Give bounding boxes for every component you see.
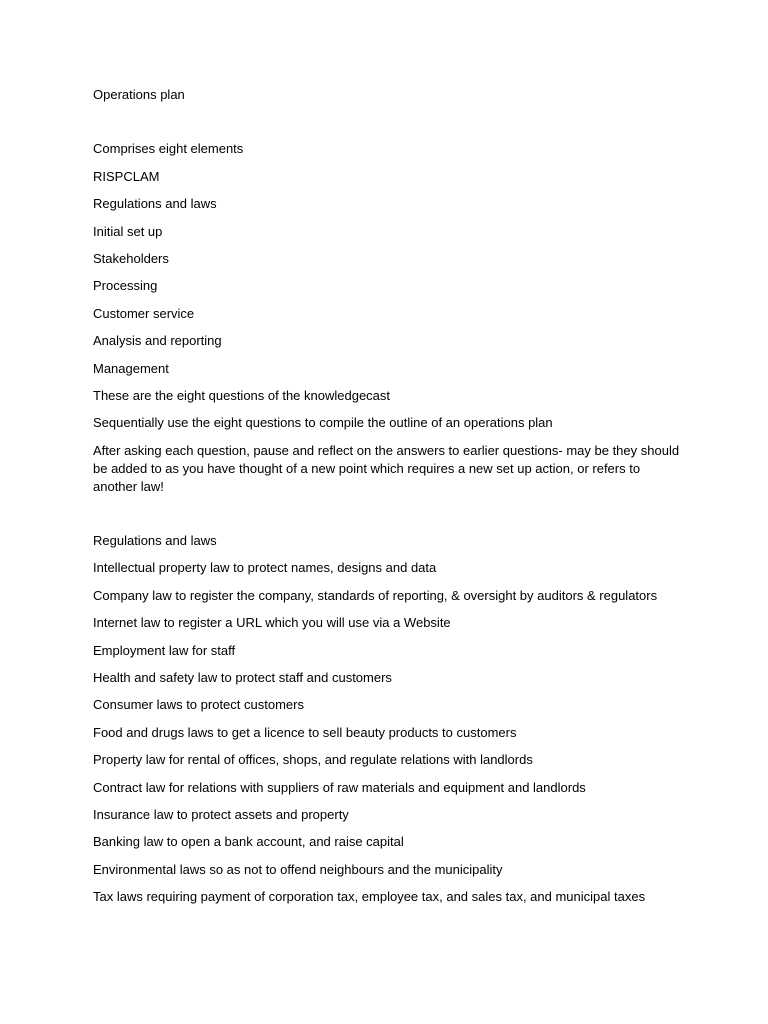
element-item: Regulations and laws — [93, 196, 217, 212]
element-item: Customer service — [93, 305, 195, 321]
law-item: Property law for rental of offices, shops, and regulate relations with landlords — [93, 752, 533, 768]
reflection-paragraph: After asking each question, pause and reflect on the answers to earlier questions- may be they should be added to as you have thought of a new point which requires a new set up action, or refers to another law! — [93, 442, 680, 494]
law-item: Consumer laws to protect customers — [93, 697, 304, 713]
spacer — [93, 505, 683, 532]
law-item: Banking law to open a bank account, and raise capital — [93, 834, 404, 850]
law-item: Company law to register the company, standards of reporting, & oversight by auditors & regulators — [93, 587, 658, 603]
intro-line: These are the eight questions of the knowledgecast — [93, 387, 391, 403]
element-item: Stakeholders — [93, 250, 169, 266]
law-item: Internet law to register a URL which you will use via a Website — [93, 615, 451, 631]
law-item: Tax laws requiring payment of corporation tax, employee tax, and sales tax, and municipal taxes — [93, 889, 646, 905]
spacer — [93, 113, 683, 140]
law-item: Intellectual property law to protect names, designs and data — [93, 560, 437, 576]
law-item: Health and safety law to protect staff and customers — [93, 670, 392, 686]
document-page — [93, 86, 683, 916]
element-item: Processing — [93, 278, 158, 294]
document-title: Operations plan — [93, 87, 185, 102]
element-item: Initial set up — [93, 223, 163, 239]
law-item: Environmental laws so as not to offend neighbours and the municipality — [93, 861, 503, 877]
intro-line: Comprises eight elements — [93, 141, 244, 157]
acronym-line: RISPCLAM — [93, 168, 160, 184]
intro-line: Sequentially use the eight questions to compile the outline of an operations plan — [93, 415, 553, 431]
section-heading: Regulations and laws — [93, 533, 217, 549]
law-item: Contract law for relations with suppliers of raw materials and equipment and landlords — [93, 779, 586, 795]
element-item: Analysis and reporting — [93, 333, 222, 349]
law-item: Employment law for staff — [93, 642, 236, 658]
element-item: Management — [93, 360, 169, 376]
law-item: Insurance law to protect assets and property — [93, 806, 349, 822]
law-item: Food and drugs laws to get a licence to sell beauty products to customers — [93, 724, 517, 740]
